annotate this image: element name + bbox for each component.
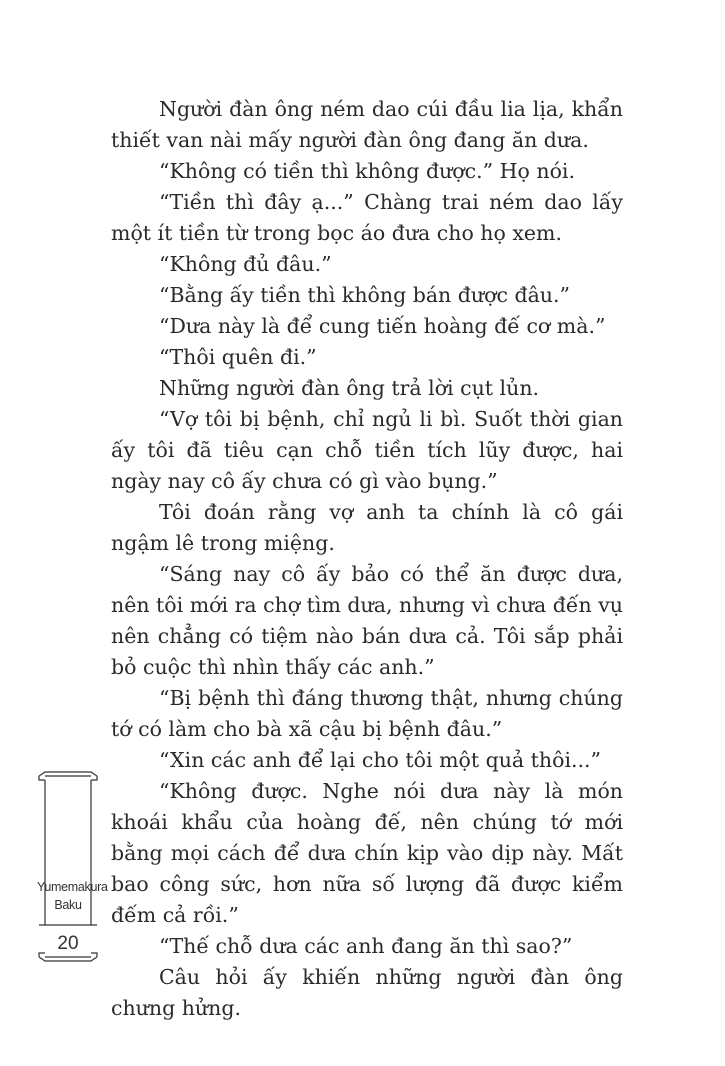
paragraph: “Không có tiền thì không được.” Họ nói. [159,159,575,183]
paragraph: “Không được. Nghe nói dưa này là món khoái khẩu của hoàng đế, nên chúng tớ mới bằng mọi cách để dưa chín kịp vào dịp này. Mất bao công sức, hơn nữa số lượng đã được kiểm đếm cả rồi.” [111,779,623,927]
paragraph: “Thế chỗ dưa các anh đang ăn thì sao?” [159,934,573,958]
body-text [111,94,623,1024]
author-name [37,878,108,914]
page-number: 20 [57,933,79,954]
paragraph: “Bằng ấy tiền thì không bán được đâu.” [159,283,570,307]
paragraph: Tôi đoán rằng vợ anh ta chính là cô gái ngậm lê trong miệng. [111,500,623,555]
paragraph: “Dưa này là để cung tiến hoàng đế cơ mà.” [159,314,606,338]
paragraph: “Tiền thì đây ạ...” Chàng trai ném dao lấy một ít tiền từ trong bọc áo đưa cho họ xem. [111,190,623,245]
paragraph: “Không đủ đâu.” [159,252,332,276]
author-name-line: Baku [54,898,82,912]
paragraph: “Vợ tôi bị bệnh, chỉ ngủ li bì. Suốt thời gian ấy tôi đã tiêu cạn chỗ tiền tích lũy được, hai ngày nay cô ấy chưa có gì vào bụng.” [111,407,623,493]
paragraph: “Thôi quên đi.” [159,345,317,369]
paragraph: Người đàn ông ném dao cúi đầu lia lịa, khẩn thiết van nài mấy người đàn ông đang ăn dưa. [111,97,623,152]
paragraph: Những người đàn ông trả lời cụt lủn. [159,376,540,400]
author-name-line: Yumemakura [37,880,108,894]
paragraph: “Bị bệnh thì đáng thương thật, nhưng chúng tớ có làm cho bà xã cậu bị bệnh đâu.” [111,686,623,741]
sidebar-tab [37,770,108,963]
paragraph: “Xin các anh để lại cho tôi một quả thôi...” [159,748,602,772]
paragraph: “Sáng nay cô ấy bảo có thể ăn được dưa, nên tôi mới ra chợ tìm dưa, nhưng vì chưa đến vụ nên chẳng có tiệm nào bán dưa cả. Tôi sắp phải bỏ cuộc thì nhìn thấy các anh.” [111,562,623,679]
paragraph: Câu hỏi ấy khiến những người đàn ông chưng hửng. [111,965,623,1020]
